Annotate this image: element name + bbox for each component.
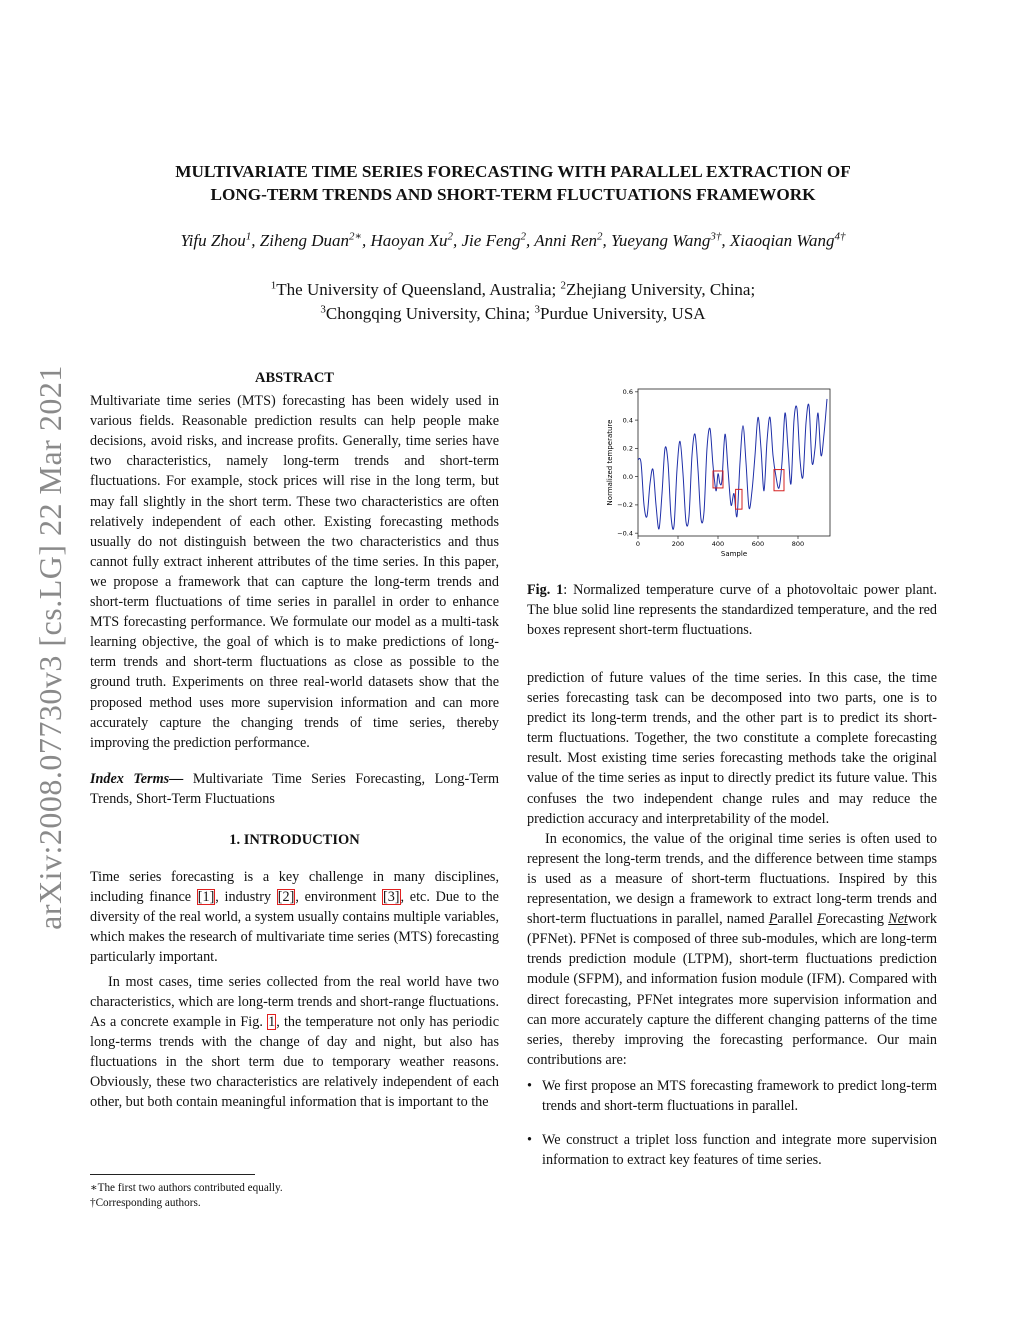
- intro-paragraph-1: Time series forecasting is a key challenge in many disciplines, including finance [1], industry [2], environment [3], etc. Due to the diversity of the real world, a system usually contains multiple variables, which makes the research of multivariate time series (MTS) forecasting particularly important.: [90, 869, 499, 966]
- temperature-chart: [604, 384, 839, 562]
- caption-text: : Normalized temperature curve of a photovoltaic power plant. The blue solid line represents the standardized temperature, and the red boxes represent short-term fluctuations.: [527, 582, 937, 639]
- y-tick-label: 0.0: [622, 472, 633, 481]
- author: Yueyang Wang$^{3\dagger}$: [611, 230, 722, 250]
- footnote-rule: [90, 1174, 255, 1175]
- author: Anni Ren$^2$: [534, 230, 603, 250]
- title-line-2: LONG-TERM TRENDS AND SHORT-TERM FLUCTUATIONS FRAMEWORK: [210, 185, 816, 204]
- index-terms-label: Index Terms—: [90, 770, 184, 787]
- right-paragraph-2: In economics, the value of the original time series is often used to represent the long-term trends, and the difference between time stamps is used as a measure of short-term fluctuations. Inspired by this representation, we design a framework to extract long-term trends and short-term fluctuations in parallel, named Parallel Forecasting Network (PFNet). PFNet is composed of three sub-modules, which are long-term trends prediction module (LTPM), short-term fluctuations prediction module (SFPM), and information fusion module (IFM). Compared with direct forecasting, PFNet integrates more supervision information and can more accurately capture the different changing patterns of the time series, thereby improving the forecasting performance. Our main contributions are:: [527, 830, 937, 1068]
- plot-frame: [638, 389, 830, 536]
- x-tick-label: 400: [711, 540, 725, 548]
- citation-link[interactable]: [3]: [382, 889, 400, 906]
- right-paragraph-1: prediction of future values of the time series. In this case, the time series forecasting task can be decomposed into two parts, one is to predict its long-term trends, and the other part is to predict its short-term fluctuations. Together, the two constitute a complete forecasting result. Most existing time series forecasting methods take the original value of the time series as input to directly predict its future value. This confuses the two independent change rules and may reduce the prediction accuracy and interpretability of the model.: [527, 670, 937, 827]
- affiliation-line-2: $^3$Chongqing University, China; $^3$Purdue University, USA: [320, 303, 706, 323]
- author: Jie Feng$^2$: [461, 230, 526, 250]
- figure-link[interactable]: 1: [268, 1013, 276, 1030]
- arxiv-identifier-text: arXiv:2008.07730v3 [cs.LG] 22 Mar 2021: [31, 364, 68, 930]
- author: Haoyan Xu$^2$: [370, 230, 453, 250]
- list-item: • We construct a triplet loss function and integrate more supervision information to extract key features of time series.: [527, 1132, 937, 1169]
- title-line-1: MULTIVARIATE TIME SERIES FORECASTING WITH PARALLEL EXTRACTION OF: [175, 162, 851, 181]
- footnote-equal-contribution: ∗The first two authors contributed equally.: [90, 1182, 283, 1194]
- x-tick-label: 200: [671, 540, 685, 548]
- affiliations: [90, 278, 936, 326]
- citation-link[interactable]: [1]: [197, 889, 215, 906]
- x-axis-label: Sample: [720, 550, 748, 558]
- abstract-text: Multivariate time series (MTS) forecasting has been widely used in various fields. Reasonable prediction results can help people make decisions, avoid risks, and increase profits. Generally, time series have two characteristics, namely long-term trends and short-term fluctuations. For example, stock prices will rise in the long term, but may fall slightly in the short term. These two characteristics are often relatively independent of each other. Existing forecasting methods usually do not distinguish between the two characteristics and thus cannot fully extract inherent attributes of the time series. In this paper, we propose a framework that can capture the long-term trends and short-term fluctuations of time series in parallel in order to enhance MTS forecasting performance. We formulate our model as a multi-task learning objective, the goal of which is to make predictions of long-term trends and short-term fluctuations as close as possible to the ground truth. Experiments on three real-world datasets show that the proposed method uses more supervision information and can more accurately capture the changing trends of time series, thereby improving the prediction performance.: [90, 393, 499, 751]
- x-tick-label: 0: [635, 540, 641, 548]
- y-tick-label: 0.2: [622, 444, 633, 453]
- author: Ziheng Duan$^{2∗}$: [259, 230, 363, 250]
- intro-paragraph-2: In most cases, time series collected from the real world have two characteristics, which are long-term trends and short-range fluctuations. As a concrete example in Fig. 1, the temperature not only has periodic long-terms trends with the change of day and night, but also has fluctuations in the short term due to temporary weather reasons. Obviously, these two characteristics are relatively independent of each other, but both contain meaningful information that is important to the: [90, 973, 500, 1111]
- arxiv-identifier: [28, 352, 72, 942]
- intro-heading: 1. INTRODUCTION: [229, 831, 360, 848]
- list-item: • We first propose an MTS forecasting framework to predict long-term trends and short-term fluctuations in parallel.: [527, 1077, 937, 1114]
- x-tick-label: 600: [751, 540, 765, 548]
- y-tick-label: −0.4: [617, 529, 633, 538]
- y-tick-label: 0.6: [622, 388, 633, 397]
- footnote-corresponding: †Corresponding authors.: [90, 1197, 201, 1209]
- author-list: Yifu Zhou$^1$, Ziheng Duan$^{2∗}$, Haoyan Xu$^2$, Jie Feng$^2$, Anni Ren$^2$, Yueyang Wang$^{3\dagger}$, Xiaoqian Wang$^{4\dagger}$: [180, 230, 846, 250]
- paper-title: [90, 160, 936, 206]
- caption-label: Fig. 1: [527, 582, 564, 598]
- author: Xiaoqian Wang$^{4\dagger}$: [729, 230, 846, 250]
- axis-ticks: [617, 388, 804, 548]
- left-column: [90, 368, 499, 1112]
- figure-1-caption: [527, 580, 937, 640]
- author: Yifu Zhou$^1$: [180, 230, 252, 250]
- figure-1: [604, 384, 839, 562]
- index-terms: [90, 769, 499, 809]
- y-tick-label: 0.4: [622, 416, 633, 425]
- affiliation-line-1: $^1$The University of Queensland, Australia; $^2$Zhejiang University, China;: [270, 279, 756, 299]
- abstract-heading: ABSTRACT: [255, 370, 334, 386]
- y-axis-label: Normalized temperature: [606, 419, 614, 506]
- index-terms-text: Multivariate Time Series Forecasting, Long-Term Trends, Short-Term Fluctuations: [90, 770, 499, 807]
- temperature-line: [638, 399, 827, 530]
- x-tick-label: 800: [791, 540, 805, 548]
- citation-link[interactable]: [2]: [277, 889, 295, 906]
- contribution-list: [527, 1076, 937, 1170]
- right-column: [527, 668, 937, 1184]
- y-tick-label: −0.2: [617, 501, 633, 510]
